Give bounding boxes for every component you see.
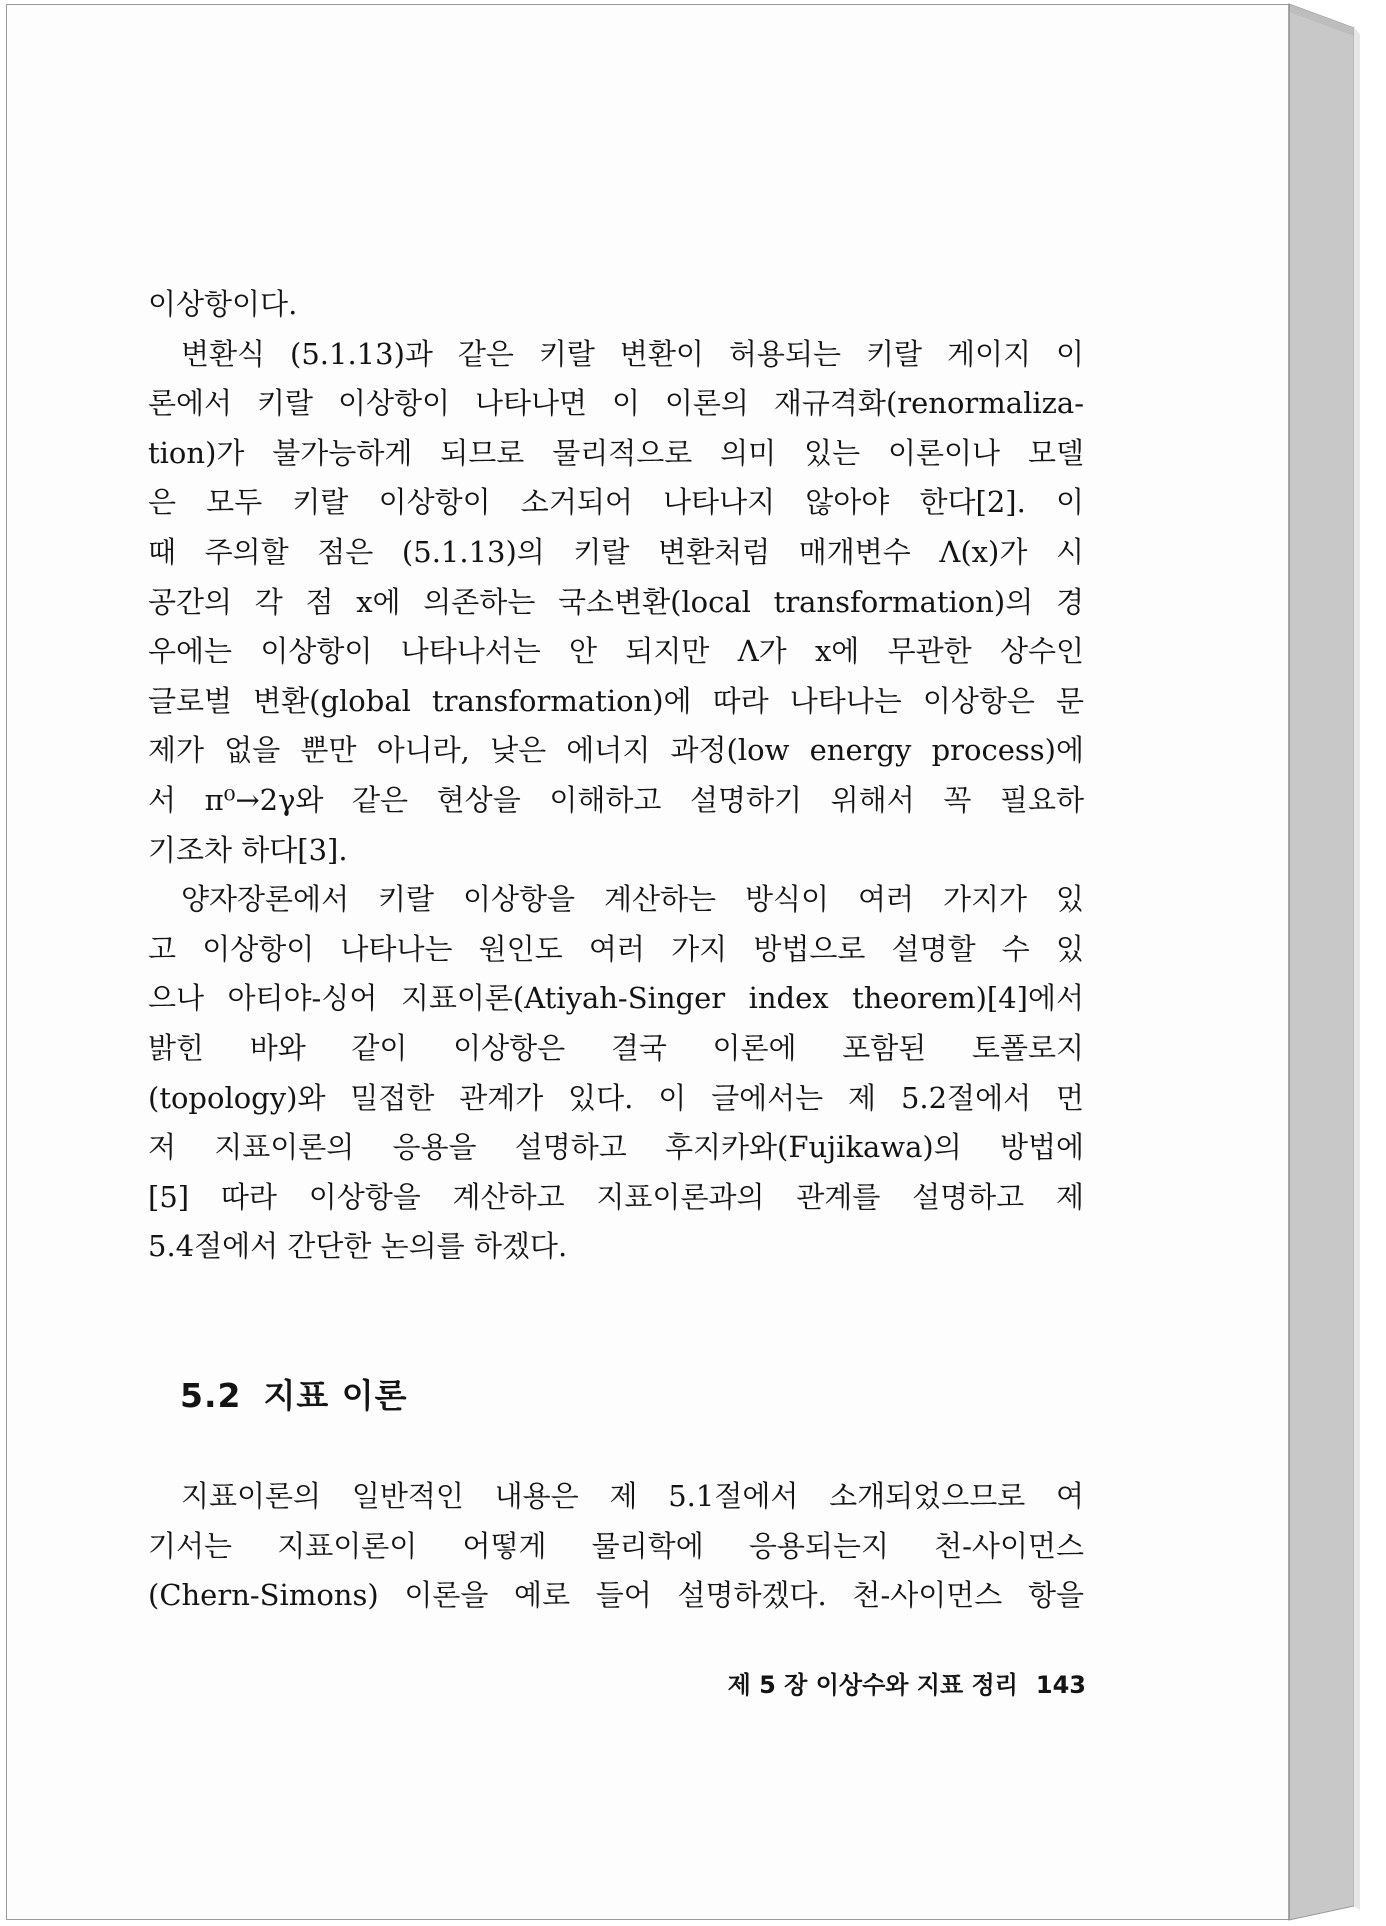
text-line: 양자장론에서 키랄 이상항을 계산하는 방식이 여러 가지가 있 — [181, 882, 1084, 917]
text-line: tion)가 불가능하게 되므로 물리적으로 의미 있는 이론이나 모델 — [148, 435, 1084, 470]
section-paragraph — [148, 1472, 1084, 1621]
text-line: 제가 없을 뿐만 아니라, 낮은 에너지 과정(low energy process)에 — [148, 733, 1084, 768]
text-line: (Chern-Simons) 이론을 예로 들어 설명하겠다. 천-사이먼스 항을 — [148, 1578, 1084, 1613]
text-line: 우에는 이상항이 나타나서는 안 되지만 Λ가 x에 무관한 상수인 — [148, 634, 1084, 669]
text-line: 기서는 지표이론이 어떻게 물리학에 응용되는지 천-사이먼스 — [148, 1528, 1084, 1563]
text-line: 으나 아티야-싱어 지표이론(Atiyah-Singer index theorem)[4]에서 — [148, 981, 1084, 1016]
text-line: 글로벌 변환(global transformation)에 따라 나타나는 이상항은 문 — [148, 683, 1084, 718]
section-heading — [180, 1370, 407, 1417]
text-line: [5] 따라 이상항을 계산하고 지표이론과의 관계를 설명하고 제 — [148, 1179, 1084, 1214]
text-line: 이상항이다. — [148, 287, 298, 321]
text-line: (topology)와 밀접한 관계가 있다. 이 글에서는 제 5.2절에서 먼 — [148, 1080, 1084, 1115]
section-number: 5.2 — [180, 1376, 242, 1415]
page-footer — [658, 1665, 1086, 1700]
text-line: 지표이론의 일반적인 내용은 제 5.1절에서 소개되었으므로 여 — [181, 1479, 1084, 1513]
running-head: 제 5 장 이상수와 지표 정리 — [727, 1671, 1018, 1699]
text-line: 론에서 키랄 이상항이 나타나면 이 이론의 재규격화(renormaliza- — [148, 386, 1084, 421]
text-line: 변환식 (5.1.13)과 같은 키랄 변환이 허용되는 키랄 게이지 이 — [181, 336, 1084, 371]
text-line: 공간의 각 점 x에 의존하는 국소변환(local transformation)의 경 — [148, 584, 1084, 619]
page-number: 143 — [1035, 1671, 1086, 1699]
body-paragraphs — [148, 280, 1084, 1272]
text-line: 고 이상항이 나타나는 원인도 여러 가지 방법으로 설명할 수 있 — [148, 931, 1084, 966]
section-title: 지표 이론 — [263, 1376, 408, 1415]
text-line: 은 모두 키랄 이상항이 소거되어 나타나지 않아야 한다[2]. 이 — [148, 485, 1084, 520]
text-line: 기조차 하다[3]. — [148, 832, 348, 867]
text-line: 서 π⁰→2γ와 같은 현상을 이해하고 설명하기 위해서 꼭 필요하 — [148, 782, 1084, 817]
text-line: 저 지표이론의 응용을 설명하고 후지카와(Fujikawa)의 방법에 — [148, 1130, 1084, 1165]
text-line: 밝힌 바와 같이 이상항은 결국 이론에 포함된 토폴로지 — [148, 1030, 1084, 1065]
text-line: 5.4절에서 간단한 논의를 하겠다. — [148, 1229, 568, 1264]
text-line: 때 주의할 점은 (5.1.13)의 키랄 변환처럼 매개변수 Λ(x)가 시 — [148, 534, 1084, 569]
